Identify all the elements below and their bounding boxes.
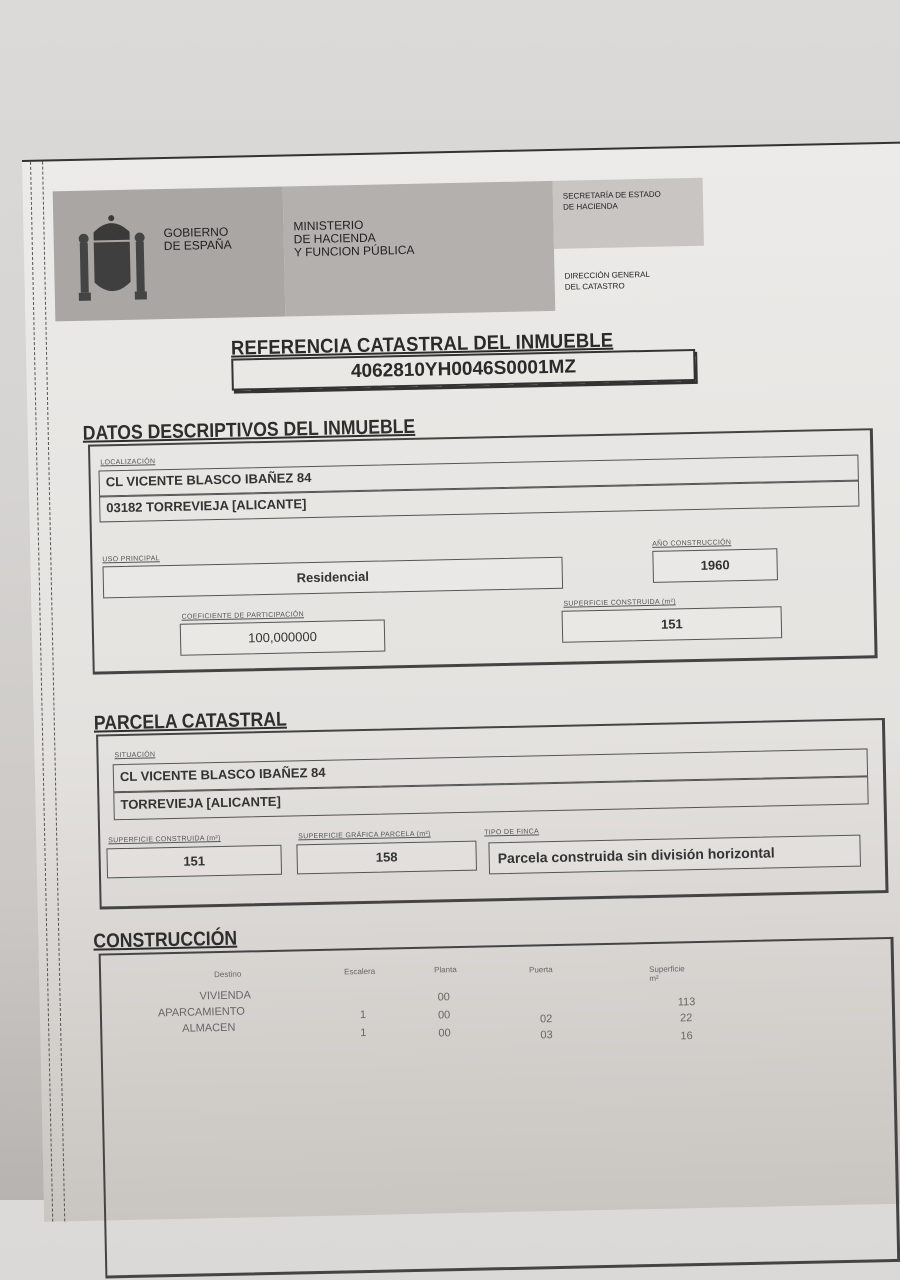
tipo-finca-value: Parcela construida sin división horizontal [488, 835, 861, 875]
referencia-value: 4062810YH0046S0001MZ [231, 349, 696, 391]
uso-label: USO PRINCIPAL [102, 555, 160, 564]
destino-cell: ALMACEN [182, 1021, 236, 1035]
escalera-cell: 1 [360, 1026, 367, 1040]
sup-grafica-label: SUPERFICIE GRÁFICA PARCELA (m²) [298, 830, 431, 841]
construccion-section [99, 937, 900, 1279]
secretaria-line-1: SECRETARÍA DE ESTADO [562, 189, 661, 201]
col-escalera-header: Escalera [343, 966, 376, 977]
localizacion-line-1: CL VICENTE BLASCO IBAÑEZ 84 [99, 455, 859, 497]
puerta-cell: 03 [540, 1029, 553, 1042]
sup-construida-label: SUPERFICIE CONSTRUIDA (m²) [108, 834, 221, 845]
ano-label: AÑO CONSTRUCCIÓN [652, 539, 732, 548]
localizacion-line-2: 03182 TORREVIEJA [ALICANTE] [99, 481, 859, 523]
ministerio-line-1: MINISTERIO [293, 217, 364, 234]
parcela-title: PARCELA CATASTRAL [93, 708, 287, 735]
coat-of-arms-icon [71, 211, 153, 303]
escalera-cell: 1 [359, 1008, 367, 1022]
gobierno-de-espana-label [163, 226, 231, 253]
localizacion-label: LOCALIZACIÓN [100, 458, 156, 467]
situacion-line-1: CL VICENTE BLASCO IBAÑEZ 84 [113, 748, 868, 792]
margin-line [30, 162, 54, 1222]
direccion-line-1: DIRECCIÓN GENERAL [564, 269, 650, 281]
ministerio-line-2: DE HACIENDA [293, 230, 376, 247]
secretaria-label [563, 189, 661, 213]
ministerio-label [293, 218, 414, 260]
planta-cell: 00 [437, 1009, 451, 1022]
gobierno-line-1: GOBIERNO [163, 224, 229, 241]
puerta-cell: 02 [539, 1013, 553, 1026]
ministerio-line-3: Y FUNCION PÚBLICA [293, 242, 415, 260]
col-destino-header: Destino [214, 969, 242, 980]
datos-title: DATOS DESCRIPTIVOS DEL INMUEBLE [82, 415, 416, 445]
document-page [22, 141, 900, 1222]
destino-cell: VIVIENDA [199, 989, 252, 1003]
secretaria-line-2: DE HACIENDA [563, 201, 618, 212]
coeficiente-label: COEFICIENTE DE PARTICIPACIÓN [181, 611, 305, 621]
destino-cell: APARCAMIENTO [157, 1005, 246, 1020]
ano-value: 1960 [652, 548, 778, 583]
col-puerta-header: Puerta [528, 965, 553, 975]
referencia-title: REFERENCIA CATASTRAL DEL INMUEBLE [230, 329, 614, 360]
planta-cell: 00 [437, 991, 451, 1004]
col-superficie-header: Superficie m² [648, 964, 685, 984]
col-planta-header: Planta [433, 965, 457, 975]
superficie-label: SUPERFICIE CONSTRUIDA (m²) [563, 598, 676, 608]
superficie-cell: 113 [677, 996, 696, 1009]
situacion-line-2: TORREVIEJA [ALICANTE] [113, 776, 868, 820]
situacion-label: SITUACIÓN [114, 751, 156, 760]
uso-value: Residencial [103, 557, 564, 599]
sup-grafica-value: 158 [296, 841, 477, 875]
superficie-value: 151 [562, 606, 783, 643]
ministry-header [53, 178, 706, 322]
direccion-label [564, 269, 650, 293]
superficie-cell: 16 [680, 1030, 693, 1043]
tipo-finca-label: TIPO DE FINCA [484, 828, 540, 837]
construccion-title: CONSTRUCCIÓN [93, 927, 238, 953]
coeficiente-value: 100,000000 [180, 620, 386, 656]
sup-construida-value: 151 [106, 845, 282, 879]
direccion-line-2: DEL CATASTRO [564, 281, 625, 292]
planta-cell: 00 [438, 1027, 451, 1040]
gobierno-line-2: DE ESPAÑA [163, 237, 232, 254]
superficie-cell: 22 [679, 1012, 693, 1025]
